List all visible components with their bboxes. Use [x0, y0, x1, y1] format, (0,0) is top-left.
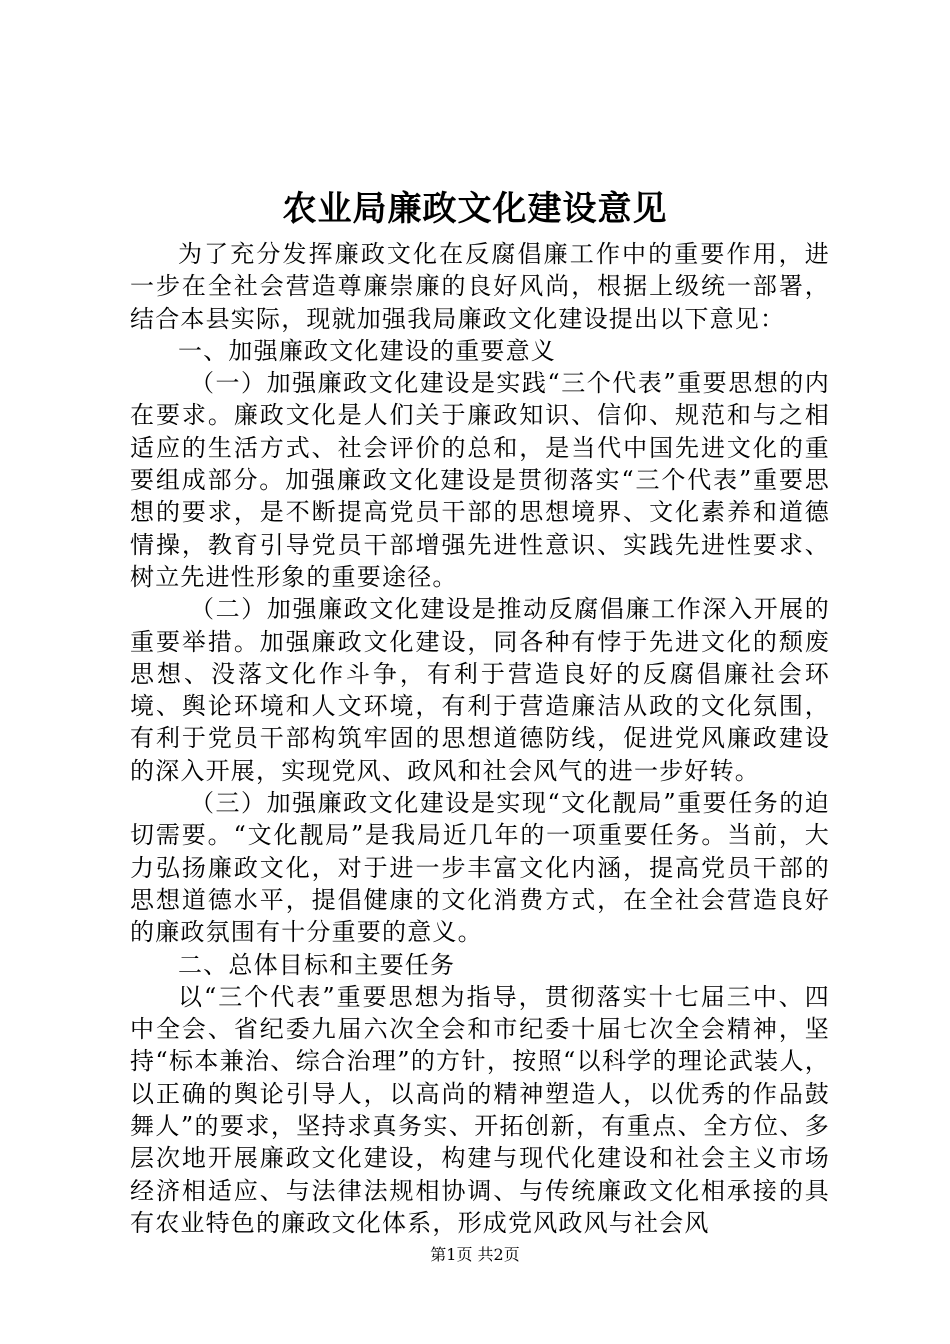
paragraph-goals: 以“三个代表”重要思想为指导，贯彻落实十七届三中、四中全会、省纪委九届六次全会和市纪委十届七次全会精神，坚持“标本兼治、综合治理”的方针，按照“以科学的理论武装人，以正确的舆论引导人，以高尚的精神塑造人，以优秀的作品鼓舞人”的要求，坚持求真务实、开拓创新，有重点、全方位、多层次地开展廉政文化建设，构建与现代化建设和社会主义市场经济相适应、与法律法规相协调、与传统廉政文化相承接的具有农业特色的廉政文化体系，形成党风政风与社会风: [130, 982, 830, 1237]
page-footer: 第1页 共2页: [430, 1245, 520, 1264]
section-heading-2: 二、总体目标和主要任务: [178, 950, 456, 979]
document-title: 农业局廉政文化建设意见: [282, 189, 668, 229]
paragraph-item-3: （三）加强廉政文化建设是实现“文化靓局”重要任务的迫切需要。“文化靓局”是我局近几年的一项重要任务。当前，大力弘扬廉政文化，对于进一步丰富文化内涵，提高党员干部的思想道德水平，提倡健康的文化消费方式，在全社会营造良好的廉政氛围有十分重要的意义。: [130, 789, 830, 947]
paragraph-item-2: （二）加强廉政文化建设是推动反腐倡廉工作深入开展的重要举措。加强廉政文化建设，同各种有悖于先进文化的颓废思想、没落文化作斗争，有利于营造良好的反腐倡廉社会环境、舆论环境和人文环境，有利于营造廉洁从政的文化氛围，有利于党员干部构筑牢固的思想道德防线，促进党风廉政建设的深入开展，实现党风、政风和社会风气的进一步好转。: [130, 595, 830, 785]
paragraph-item-1: （一）加强廉政文化建设是实践“三个代表”重要思想的内在要求。廉政文化是人们关于廉政知识、信仰、规范和与之相适应的生活方式、社会评价的总和，是当代中国先进文化的重要组成部分。加强廉政文化建设是贯彻落实“三个代表”重要思想的要求，是不断提高党员干部的思想境界、文化素养和道德情操，教育引导党员干部增强先进性意识、实践先进性要求、树立先进性形象的重要途径。: [130, 369, 830, 591]
intro-paragraph: 为了充分发挥廉政文化在反腐倡廉工作中的重要作用，进一步在全社会营造尊廉崇廉的良好风尚，根据上级统一部署，结合本县实际，现就加强我局廉政文化建设提出以下意见：: [130, 240, 830, 333]
section-heading-1: 一、加强廉政文化建设的重要意义: [178, 336, 556, 365]
document-body: [130, 238, 830, 1239]
